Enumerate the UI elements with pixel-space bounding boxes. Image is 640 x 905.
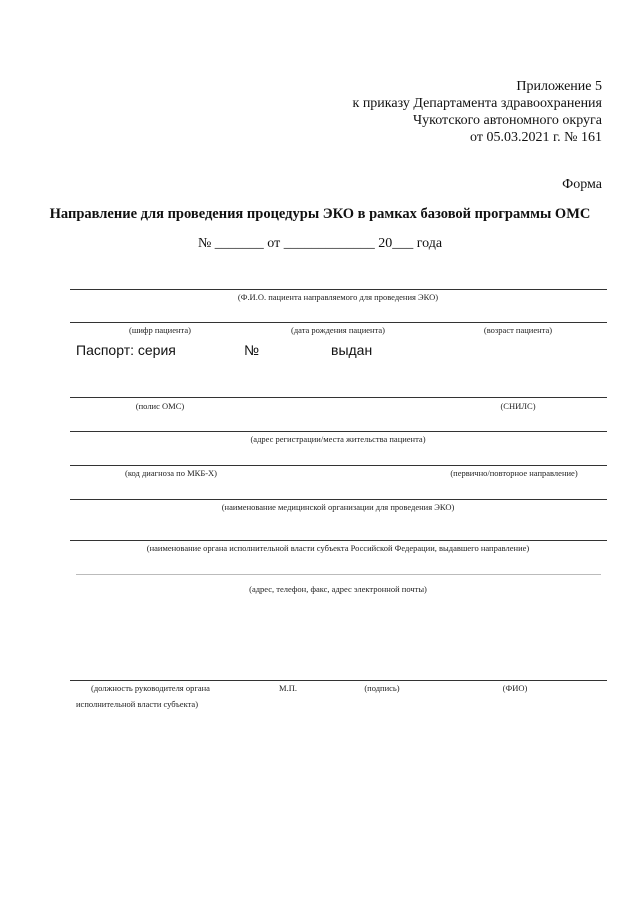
header-line-1: Приложение 5 <box>516 79 602 94</box>
signature-field-line[interactable] <box>70 680 607 681</box>
authority-caption: (наименование органа исполнительной власти субъекта Российской Федерации, выдавшего направление) <box>146 543 530 553</box>
header-line-2: к приказу Департамента здравоохранения <box>352 96 602 111</box>
oms-policy-caption: (полис ОМС) <box>135 401 185 411</box>
patient-code-caption: (шифр пациента) <box>129 325 191 335</box>
signature-caption: (подпись) <box>364 683 400 693</box>
passport-series-label: Паспорт: серия <box>76 342 176 358</box>
passport-number-label: № <box>244 342 260 358</box>
head-position-caption-1: (должность руководителя органа <box>91 683 210 693</box>
diagnosis-code-caption: (код диагноза по МКБ-Х) <box>124 468 218 478</box>
fio-caption: (Ф.И.О. пациента направляемого для проведения ЭКО) <box>237 292 439 302</box>
snils-caption: (СНИЛС) <box>500 401 536 411</box>
number-date-line: № _______ от _____________ 20___ года <box>197 236 443 251</box>
header-line-3: Чукотского автономного округа <box>413 113 602 128</box>
contacts-caption: (адрес, телефон, факс, адрес электронной почты) <box>249 584 427 594</box>
policy-snils-field-line[interactable] <box>70 397 607 398</box>
fio-field-line[interactable] <box>70 289 607 290</box>
med-org-caption: (наименование медицинской организации для проведения ЭКО) <box>221 502 455 512</box>
diagnosis-field-line[interactable] <box>70 465 607 466</box>
contacts-field-line[interactable] <box>76 574 601 575</box>
address-caption: (адрес регистрации/места жительства пациента) <box>250 434 426 444</box>
patient-info-field-line[interactable] <box>70 322 607 323</box>
birth-date-caption: (дата рождения пациента) <box>291 325 385 335</box>
passport-issued-label: выдан <box>331 342 373 358</box>
name-caption: (ФИО) <box>502 683 528 693</box>
referral-type-caption: (первично/повторное направление) <box>450 468 578 478</box>
form-label: Форма <box>562 177 602 192</box>
authority-field-line[interactable] <box>70 540 607 541</box>
med-org-field-line[interactable] <box>70 499 607 500</box>
head-position-caption-2: исполнительной власти субъекта) <box>76 699 199 709</box>
stamp-caption: М.П. <box>279 683 297 693</box>
age-caption: (возраст пациента) <box>483 325 553 335</box>
header-line-4: от 05.03.2021 г. № 161 <box>470 130 602 145</box>
address-field-line[interactable] <box>70 431 607 432</box>
document-title: Направление для проведения процедуры ЭКО в рамках базовой программы ОМС <box>49 206 591 222</box>
